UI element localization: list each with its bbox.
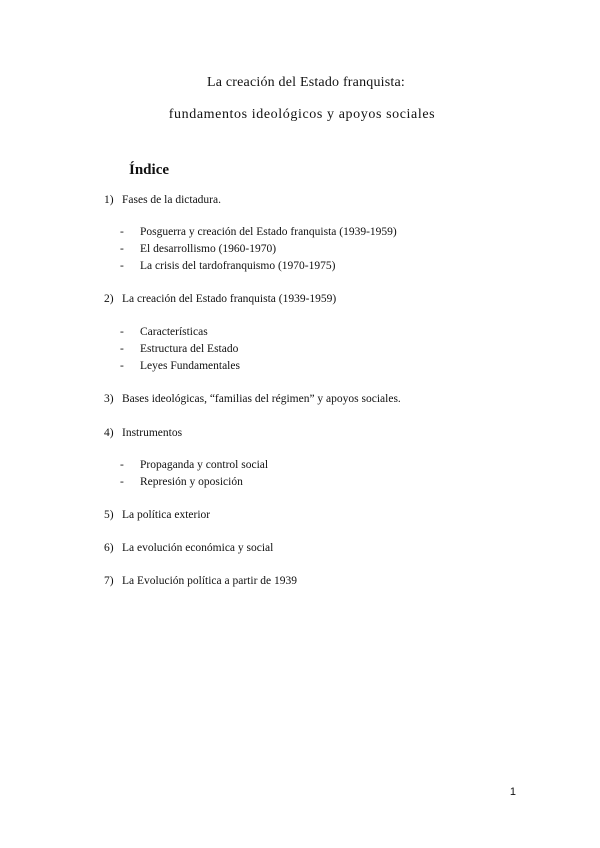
toc-section-number: 6) [104, 542, 114, 554]
toc-subitem-label: El desarrollismo (1960-1970) [140, 243, 277, 255]
toc-section-label: Instrumentos [122, 427, 183, 439]
toc-section-number: 7) [104, 575, 114, 587]
toc-section-label: Fases de la dictadura. [122, 194, 221, 206]
toc-subitem-label: Represión y oposición [140, 476, 243, 488]
list-dash: - [120, 260, 124, 272]
toc-subitem-label: Leyes Fundamentales [140, 360, 240, 372]
toc-subitem [120, 476, 243, 488]
toc-subitem [120, 360, 240, 372]
toc-section-number: 1) [104, 194, 114, 206]
toc-subitem [120, 243, 276, 255]
toc-section-number: 3) [104, 393, 114, 405]
list-dash: - [120, 459, 124, 471]
document-title-line-2: fundamentos ideológicos y apoyos sociales [168, 107, 436, 122]
list-dash: - [120, 476, 124, 488]
list-dash: - [120, 226, 124, 238]
list-dash: - [120, 243, 124, 255]
toc-subitem [120, 326, 208, 338]
toc-subitem [120, 226, 397, 238]
toc-section-label: La evolución económica y social [122, 542, 274, 554]
toc-section-number: 5) [104, 509, 114, 521]
toc-subitem-label: Características [140, 326, 208, 338]
toc-subitem [120, 459, 268, 471]
toc-section-4 [104, 427, 182, 439]
toc-section-number: 4) [104, 427, 114, 439]
list-dash: - [120, 360, 124, 372]
list-dash: - [120, 326, 124, 338]
toc-section-1 [104, 194, 221, 206]
toc-section-label: La creación del Estado franquista (1939-1959) [122, 293, 337, 305]
toc-section-7 [104, 575, 297, 587]
toc-subitem-label: Propaganda y control social [140, 459, 269, 471]
document-title-line-1: La creación del Estado franquista: [206, 75, 406, 90]
index-heading: Índice [129, 162, 170, 178]
toc-section-3 [104, 393, 401, 405]
toc-subitem-label: Posguerra y creación del Estado franquista (1939-1959) [140, 226, 397, 238]
toc-section-6 [104, 542, 273, 554]
page-number: 1 [509, 786, 516, 798]
toc-subitem-label: La crisis del tardofranquismo (1970-1975) [140, 260, 336, 272]
toc-subitem [120, 260, 335, 272]
toc-section-number: 2) [104, 293, 114, 305]
toc-subitem [120, 343, 238, 355]
toc-section-5 [104, 509, 210, 521]
toc-section-2 [104, 293, 336, 305]
toc-subitem-label: Estructura del Estado [140, 343, 239, 355]
toc-section-label: Bases ideológicas, “familias del régimen” y apoyos sociales. [122, 393, 401, 405]
toc-section-label: La política exterior [122, 509, 211, 521]
list-dash: - [120, 343, 124, 355]
toc-section-label: La Evolución política a partir de 1939 [122, 575, 297, 587]
